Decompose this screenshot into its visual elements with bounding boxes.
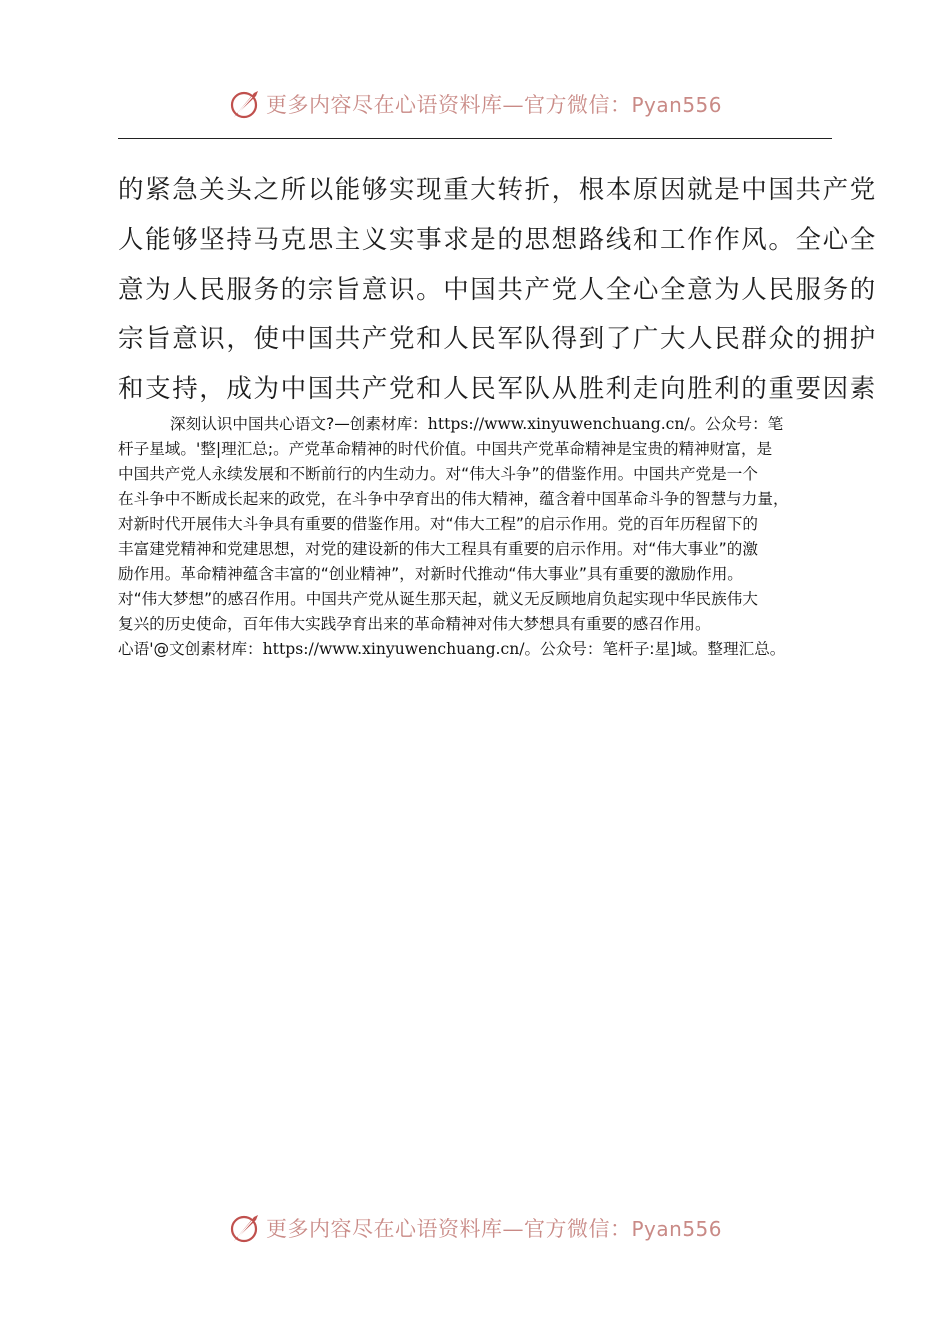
source-url-link[interactable]: https://www.xinyuwenchuang.cn/ [427, 415, 690, 433]
header-divider [118, 138, 832, 139]
body-small-line: 复兴的历史使命，百年伟大实践孕育出来的革命精神对伟大梦想具有重要的感召作用。 [118, 615, 711, 633]
body-large-paragraph [118, 166, 877, 415]
body-small-line: 在斗争中不断成长起来的政党，在斗争中孕育出的伟大精神，蕴含着中国革命斗争的智慧与力量， [118, 490, 789, 508]
footer-site-text: 更多内容尽在心语资料库—官方微信：Pyan556 [265, 1217, 722, 1241]
body-large-line: 和支持，成为中国共产党和人民军队从胜利走向胜利的重要因素 [118, 374, 877, 405]
body-large-line: 的紧急关头之所以能够实现重大转折，根本原因就是中国共产党 [118, 175, 877, 205]
body-small-paragraph [118, 412, 836, 662]
body-small-first-line: 深刻认识中国共心语文?—创素材库：https://www.xinyuwenchuang.cn/。公众号：笔 [170, 415, 784, 433]
body-small-line: 对“伟大梦想”的感召作用。中国共产党从诞生那天起，就义无反顾地肩负起实现中华民族伟大 [118, 590, 758, 608]
body-small-line: 对新时代开展伟大斗争具有重要的借鉴作用。对“伟大工程”的启示作用。党的百年历程留下的 [118, 515, 758, 533]
body-large-line: 宗旨意识，使中国共产党和人民军队得到了广大人民群众的拥护 [118, 324, 877, 355]
body-small-line: 杆子星域。'整|理汇总;。产党革命精神的时代价值。中国共产党革命精神是宝贵的精神财富，是 [118, 440, 773, 458]
body-small-line: 励作用。革命精神蕴含丰富的“创业精神”，对新时代推动“伟大事业”具有重要的激励作用。 [118, 565, 743, 583]
body-large-line: 人能够坚持马克思主义实事求是的思想路线和工作作风。全心全 [118, 224, 877, 255]
header-wechat-id: Pyan556 [631, 93, 722, 117]
quill-circle-logo-icon [228, 87, 262, 121]
source-url-link[interactable]: https://www.xinyuwenchuang.cn/ [262, 640, 525, 658]
header-site-text: 更多内容尽在心语资料库—官方微信：Pyan556 [265, 93, 722, 117]
body-small-line: 丰富建党精神和党建思想，对党的建设新的伟大工程具有重要的启示作用。对“伟大事业”的激 [118, 540, 758, 558]
body-small-last-line: 心语'@文创素材库：https://www.xinyuwenchuang.cn/。公众号：笔杆子:星]域。整理汇总。 [118, 640, 786, 658]
header-watermark [0, 84, 950, 124]
footer-watermark [0, 1208, 950, 1248]
footer-wechat-id: Pyan556 [631, 1217, 722, 1241]
body-small-line: 中国共产党人永续发展和不断前行的内生动力。对“伟大斗争”的借鉴作用。中国共产党是一个 [118, 465, 758, 483]
quill-circle-logo-icon [228, 1211, 262, 1245]
body-large-line: 意为人民服务的宗旨意识。中国共产党人全心全意为人民服务的 [118, 274, 877, 305]
